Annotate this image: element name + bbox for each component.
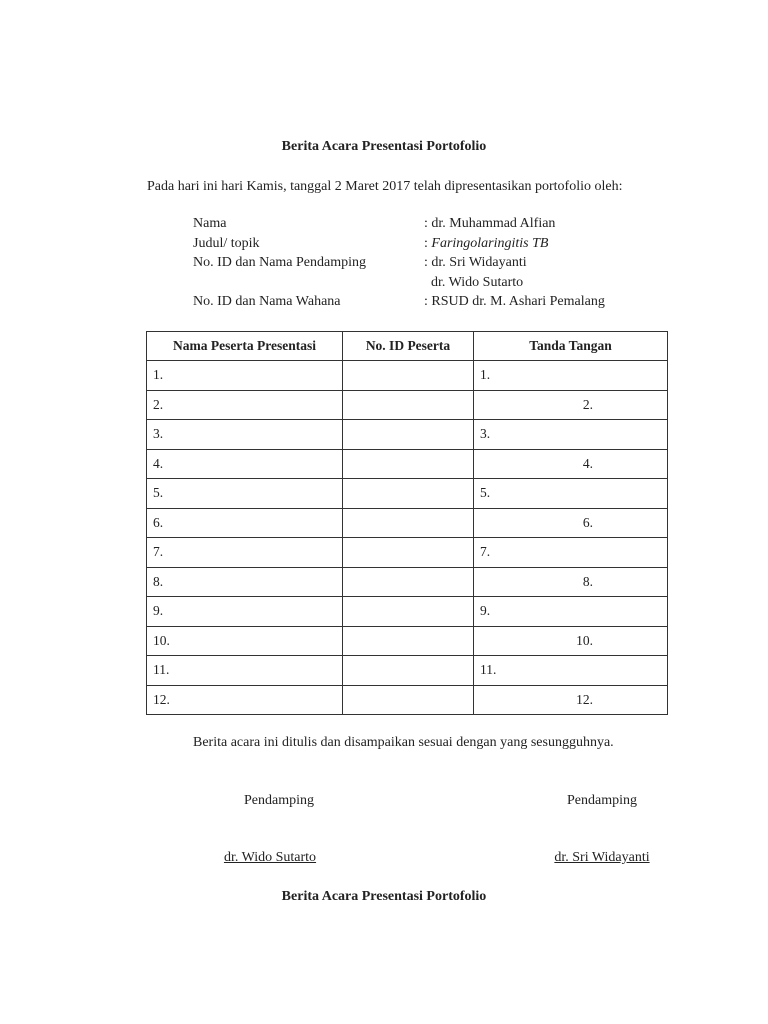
right-signer-role: Pendamping: [567, 793, 637, 808]
info-row-pendamping-2: [193, 273, 653, 293]
participant-id-cell: [343, 479, 474, 509]
info-value: [424, 234, 548, 254]
signature-cell: 6.: [474, 508, 668, 538]
left-signer-name: dr. Wido Sutarto: [223, 850, 317, 865]
participant-id-cell: [343, 685, 474, 715]
participant-name-cell: 12.: [147, 685, 343, 715]
signature-cell: 8.: [474, 567, 668, 597]
info-label: Judul/ topik: [193, 235, 260, 251]
info-row-pendamping: [193, 253, 653, 273]
closing-statement: Berita acara ini ditulis dan disampaikan sesuai dengan yang sesungguhnya.: [193, 735, 614, 750]
info-label: No. ID dan Nama Wahana: [193, 294, 341, 309]
table-row: [147, 449, 668, 479]
signature-cell: 10.: [474, 626, 668, 656]
table-row: [147, 390, 668, 420]
table-row: [147, 479, 668, 509]
participant-name-cell: 4.: [147, 449, 343, 479]
signature-cell: 4.: [474, 449, 668, 479]
participant-id-cell: [343, 538, 474, 568]
signature-cell: 5.: [474, 479, 668, 509]
participant-name-cell: 5.: [147, 479, 343, 509]
left-signer-role: Pendamping: [244, 793, 314, 808]
participant-name-cell: 8.: [147, 567, 343, 597]
info-value: : dr. Muhammad Alfian: [424, 216, 556, 231]
participant-name-cell: 2.: [147, 390, 343, 420]
signature-cell: 7.: [474, 538, 668, 568]
signature-cell: 2.: [474, 390, 668, 420]
participant-id-cell: [343, 449, 474, 479]
info-row-wahana: [193, 292, 653, 312]
info-value: : dr. Sri Widayanti: [424, 255, 527, 270]
table-row: [147, 656, 668, 686]
info-value: : RSUD dr. M. Ashari Pemalang: [424, 294, 605, 309]
table-row: [147, 538, 668, 568]
table-header-row: [147, 332, 668, 361]
info-block: [193, 214, 653, 312]
participant-name-cell: 7.: [147, 538, 343, 568]
info-row-judul: [193, 234, 653, 254]
footer-title: Berita Acara Presentasi Portofolio: [281, 889, 487, 904]
participant-name-cell: 1.: [147, 361, 343, 391]
table-row: [147, 685, 668, 715]
participant-id-cell: [343, 597, 474, 627]
signature-cell: 9.: [474, 597, 668, 627]
table-row: [147, 420, 668, 450]
table-row: [147, 361, 668, 391]
participant-id-cell: [343, 420, 474, 450]
participant-name-cell: 3.: [147, 420, 343, 450]
participant-name-cell: 6.: [147, 508, 343, 538]
participant-id-cell: [343, 567, 474, 597]
intro-paragraph: Pada hari ini hari Kamis, tanggal 2 Maret 2017 telah dipresentasikan portofolio oleh:: [147, 179, 623, 194]
signature-cell: 3.: [474, 420, 668, 450]
header-no-id: No. ID Peserta: [343, 332, 474, 361]
participant-name-cell: 10.: [147, 626, 343, 656]
table-row: [147, 626, 668, 656]
info-value: dr. Wido Sutarto: [424, 274, 524, 290]
table-row: [147, 508, 668, 538]
signature-cell: 11.: [474, 656, 668, 686]
table-row: [147, 597, 668, 627]
signature-cell: 12.: [474, 685, 668, 715]
header-tanda-tangan: Tanda Tangan: [474, 332, 668, 361]
participant-id-cell: [343, 626, 474, 656]
table-row: [147, 567, 668, 597]
info-label: No. ID dan Nama Pendamping: [193, 255, 367, 270]
participant-id-cell: [343, 508, 474, 538]
participant-signature-table: [146, 331, 668, 715]
info-label: Nama: [193, 216, 227, 231]
participant-id-cell: [343, 656, 474, 686]
document-title: Berita Acara Presentasi Portofolio: [281, 139, 487, 154]
participant-id-cell: [343, 361, 474, 391]
info-value-topic: Faringolaringitis TB: [431, 235, 549, 251]
header-nama-peserta: Nama Peserta Presentasi: [147, 332, 343, 361]
info-value-prefix: :: [424, 235, 432, 251]
participant-name-cell: 9.: [147, 597, 343, 627]
participant-name-cell: 11.: [147, 656, 343, 686]
participant-id-cell: [343, 390, 474, 420]
signature-cell: 1.: [474, 361, 668, 391]
info-row-nama: [193, 214, 653, 234]
right-signer-name: dr. Sri Widayanti: [554, 850, 650, 865]
